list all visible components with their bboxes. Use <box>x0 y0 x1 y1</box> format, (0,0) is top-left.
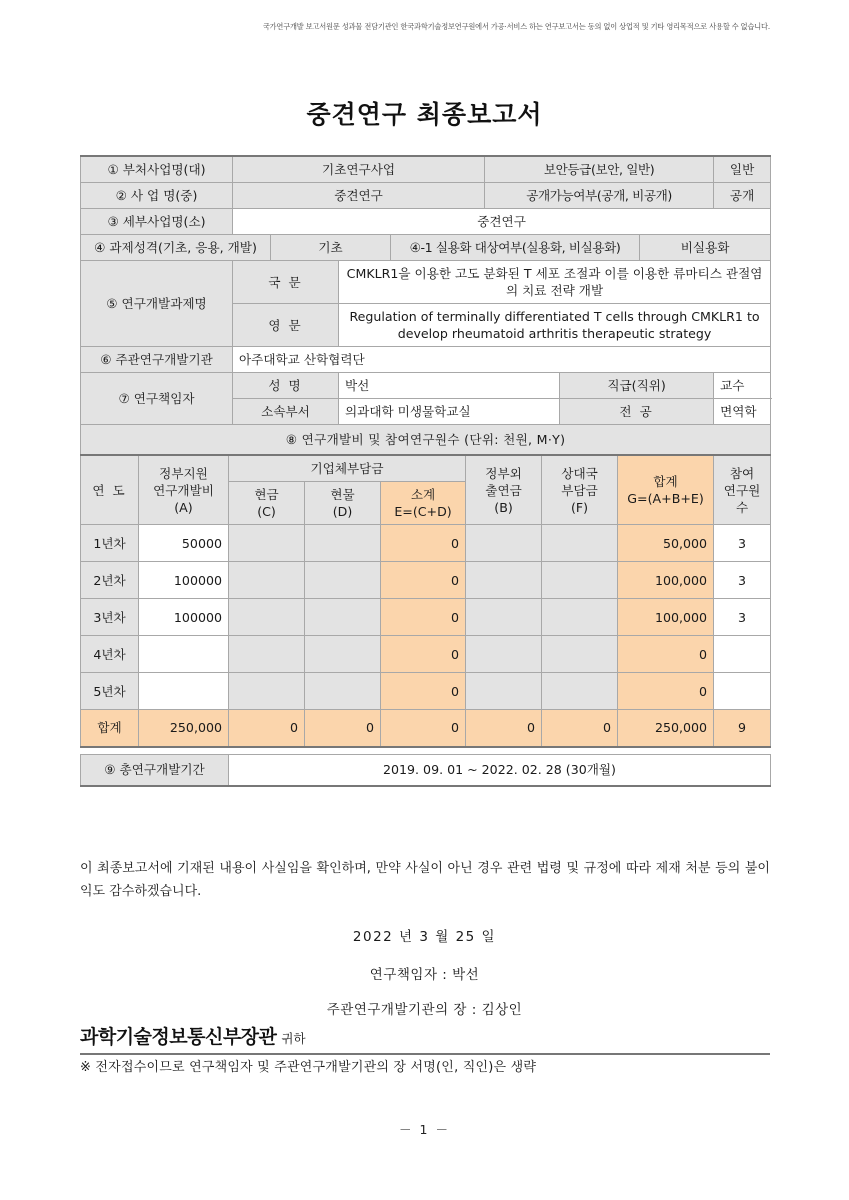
report-cover-table <box>80 155 771 455</box>
value-project-type: 기초 <box>271 235 391 261</box>
budget-row-year: 3년차 <box>81 599 139 636</box>
report-cover-table-wrap <box>80 155 770 787</box>
budget-total-total: 250,000 <box>618 710 714 747</box>
budget-cell-total: 0 <box>618 673 714 710</box>
label-host-organization: ⑥ 주관연구개발기관 <box>81 347 233 373</box>
value-commercialization: 비실용화 <box>640 235 771 261</box>
value-security-level: 일반 <box>714 156 771 183</box>
budget-total-partner: 0 <box>542 710 618 747</box>
label-pi-major: 전 공 <box>560 399 714 425</box>
table-row-sub-program <box>81 209 771 235</box>
label-security-level: 보안등급(보안, 일반) <box>485 156 714 183</box>
budget-cell-nongov <box>466 562 542 599</box>
budget-col-members <box>714 455 771 525</box>
table-row-project-title-ko <box>81 261 771 304</box>
page-title: 중견연구 최종보고서 <box>306 100 543 129</box>
budget-cell-partner <box>542 562 618 599</box>
members-line2: 연구원수 <box>723 482 761 515</box>
value-disclosure: 공개 <box>714 183 771 209</box>
budget-cell-members: 3 <box>714 599 771 636</box>
gov-support-line3: (A) <box>174 499 193 515</box>
value-pi-name: 박선 <box>339 373 560 399</box>
partner-line1: 상대국 <box>561 465 598 481</box>
budget-cell-members <box>714 673 771 710</box>
budget-cell-total: 0 <box>618 636 714 673</box>
budget-col-cash <box>229 482 305 525</box>
value-pi-rank: 교수 <box>714 373 771 399</box>
footnote-text: ※ 전자접수이므로 연구책임자 및 주관연구개발기관의 장 서명(인, 직인)은 생략 <box>80 1060 537 1075</box>
budget-cell-inkind <box>305 673 381 710</box>
nongov-line1: 정부외 <box>485 465 522 481</box>
table-row-host-organization <box>81 347 771 373</box>
budget-total-label: 합계 <box>81 710 139 747</box>
partner-line3: (F) <box>570 499 589 515</box>
budget-row-year: 1년차 <box>81 525 139 562</box>
budget-col-inkind <box>305 482 381 525</box>
value-sub-program: 중견연구 <box>233 209 771 235</box>
budget-cell-cash <box>229 599 305 636</box>
value-program-name: 중견연구 <box>233 183 485 209</box>
budget-cell-nongov <box>466 673 542 710</box>
budget-cell-inkind <box>305 599 381 636</box>
label-pi-name: 성 명 <box>233 373 339 399</box>
table-row-pi-name <box>81 373 771 399</box>
page-number: － 1 － <box>399 1122 450 1137</box>
budget-total-inkind: 0 <box>305 710 381 747</box>
budget-total-subtotal: 0 <box>381 710 466 747</box>
inkind-line2: (D) <box>332 504 353 519</box>
label-ministry-program: ① 부처사업명(대) <box>81 156 233 183</box>
budget-cell-inkind <box>305 525 381 562</box>
nongov-line3: (B) <box>494 499 513 515</box>
subtotal-line2: E=(C+D) <box>394 504 452 519</box>
total-line2: G=(A+B+E) <box>627 491 704 506</box>
signature-organization-head: 주관연구개발기관의 장 : 김상인 <box>326 1002 523 1018</box>
subtotal-line1: 소계 <box>410 487 436 502</box>
label-sub-program: ③ 세부사업명(소) <box>81 209 233 235</box>
budget-cell-subtotal: 0 <box>381 525 466 562</box>
table-row <box>81 562 771 599</box>
signature-principal-investigator: 연구책임자 : 박선 <box>369 967 480 983</box>
inkind-line1: 현물 <box>330 487 355 502</box>
minister-suffix: 귀하 <box>281 1031 306 1046</box>
budget-table <box>80 454 771 748</box>
declaration-text: 이 최종보고서에 기재된 내용이 사실임을 확인하며, 만약 사실이 아닌 경우 관련 법령 및 규정에 따라 제재 처분 등의 불이익도 감수하겠습니다. <box>80 861 770 899</box>
budget-row-year: 4년차 <box>81 636 139 673</box>
budget-col-subtotal <box>381 482 466 525</box>
value-title-english: Regulation of terminally differentiated T cells through CMKLR1 to develop rheumatoid arthritis therapeutic strategy <box>339 304 771 347</box>
budget-cell-subtotal: 0 <box>381 562 466 599</box>
minister-title: 과학기술정보통신부장관 <box>80 1026 277 1048</box>
value-ministry-program: 기초연구사업 <box>233 156 485 183</box>
budget-cell-gov-support: 100000 <box>139 599 229 636</box>
table-row-budget-caption <box>81 425 771 455</box>
budget-col-total <box>618 455 714 525</box>
budget-cell-subtotal: 0 <box>381 673 466 710</box>
total-line1: 합계 <box>653 474 678 489</box>
members-line1: 참여 <box>729 465 755 481</box>
budget-cell-gov-support: 50000 <box>139 525 229 562</box>
budget-cell-partner <box>542 525 618 562</box>
budget-cell-gov-support: 100000 <box>139 562 229 599</box>
budget-cell-partner <box>542 599 618 636</box>
budget-total-nongov: 0 <box>466 710 542 747</box>
label-title-korean: 국 문 <box>233 261 339 304</box>
table-row-project-type <box>81 235 771 261</box>
budget-cell-nongov <box>466 636 542 673</box>
value-host-organization: 아주대학교 산학협력단 <box>233 347 771 373</box>
cash-line2: (C) <box>257 504 276 519</box>
budget-cell-gov-support <box>139 673 229 710</box>
budget-cell-gov-support <box>139 636 229 673</box>
budget-cell-inkind <box>305 562 381 599</box>
budget-col-year: 연 도 <box>81 455 139 525</box>
budget-cell-cash <box>229 562 305 599</box>
budget-cell-total: 100,000 <box>618 562 714 599</box>
minister-addressee-line <box>80 1022 770 1055</box>
cash-line1: 현금 <box>254 487 279 502</box>
budget-col-partner <box>542 455 618 525</box>
label-program-name: ② 사 업 명(중) <box>81 183 233 209</box>
budget-total-cash: 0 <box>229 710 305 747</box>
budget-col-gov-support <box>139 455 229 525</box>
value-title-korean: CMKLR1을 이용한 고도 분화된 T 세포 조절과 이를 이용한 류마티스 관절염의 치료 전략 개발 <box>339 261 771 304</box>
budget-total-gov-support: 250,000 <box>139 710 229 747</box>
budget-cell-partner <box>542 673 618 710</box>
budget-col-nongov <box>466 455 542 525</box>
table-row-research-period <box>81 754 771 786</box>
budget-total-row <box>81 710 771 747</box>
budget-cell-members <box>714 636 771 673</box>
value-pi-department: 의과대학 미생물학교실 <box>339 399 560 425</box>
budget-cell-inkind <box>305 636 381 673</box>
value-pi-major: 면역학 <box>714 399 771 425</box>
budget-cell-cash <box>229 636 305 673</box>
table-row-ministry-program <box>81 156 771 183</box>
budget-cell-members: 3 <box>714 525 771 562</box>
budget-cell-cash <box>229 525 305 562</box>
label-title-english: 영 문 <box>233 304 339 347</box>
label-research-period: ⑨ 총연구개발기간 <box>81 754 229 786</box>
budget-cell-nongov <box>466 599 542 636</box>
table-row <box>81 673 771 710</box>
label-project-title: ⑤ 연구개발과제명 <box>81 261 233 347</box>
nongov-line2: 출연금 <box>485 482 522 498</box>
budget-caption: ⑧ 연구개발비 및 참여연구원수 (단위: 천원, M·Y) <box>81 425 771 455</box>
budget-total-members: 9 <box>714 710 771 747</box>
budget-cell-nongov <box>466 525 542 562</box>
label-commercialization: ④-1 실용화 대상여부(실용화, 비실용화) <box>391 235 640 261</box>
period-table <box>80 754 771 788</box>
copyright-notice: 국가연구개발 보고서원문 성과물 전담기관인 한국과학기술정보연구원에서 가공·서비스 하는 연구보고서는 동의 없이 상업적 및 기타 영리목적으로 사용할 수 없습니다. <box>262 22 770 31</box>
label-disclosure: 공개가능여부(공개, 비공개) <box>485 183 714 209</box>
budget-cell-cash <box>229 673 305 710</box>
label-pi-rank: 직급(직위) <box>560 373 714 399</box>
table-row <box>81 599 771 636</box>
label-project-type: ④ 과제성격(기초, 응용, 개발) <box>81 235 271 261</box>
table-row <box>81 525 771 562</box>
budget-cell-total: 50,000 <box>618 525 714 562</box>
budget-col-company-group: 기업체부담금 <box>229 455 466 482</box>
budget-cell-subtotal: 0 <box>381 636 466 673</box>
label-pi-department: 소속부서 <box>233 399 339 425</box>
budget-row-year: 2년차 <box>81 562 139 599</box>
gov-support-line2: 연구개발비 <box>153 482 214 498</box>
partner-line2: 부담금 <box>561 482 598 498</box>
label-principal-investigator: ⑦ 연구책임자 <box>81 373 233 425</box>
budget-cell-total: 100,000 <box>618 599 714 636</box>
budget-cell-subtotal: 0 <box>381 599 466 636</box>
table-row-program-name <box>81 183 771 209</box>
budget-cell-members: 3 <box>714 562 771 599</box>
budget-cell-partner <box>542 636 618 673</box>
signature-date: 2022 년 3 월 25 일 <box>352 929 497 945</box>
budget-header-row-1 <box>81 455 771 482</box>
table-row <box>81 636 771 673</box>
value-research-period: 2019. 09. 01 ~ 2022. 02. 28 (30개월) <box>229 754 771 786</box>
gov-support-line1: 정부지원 <box>159 465 208 481</box>
budget-row-year: 5년차 <box>81 673 139 710</box>
